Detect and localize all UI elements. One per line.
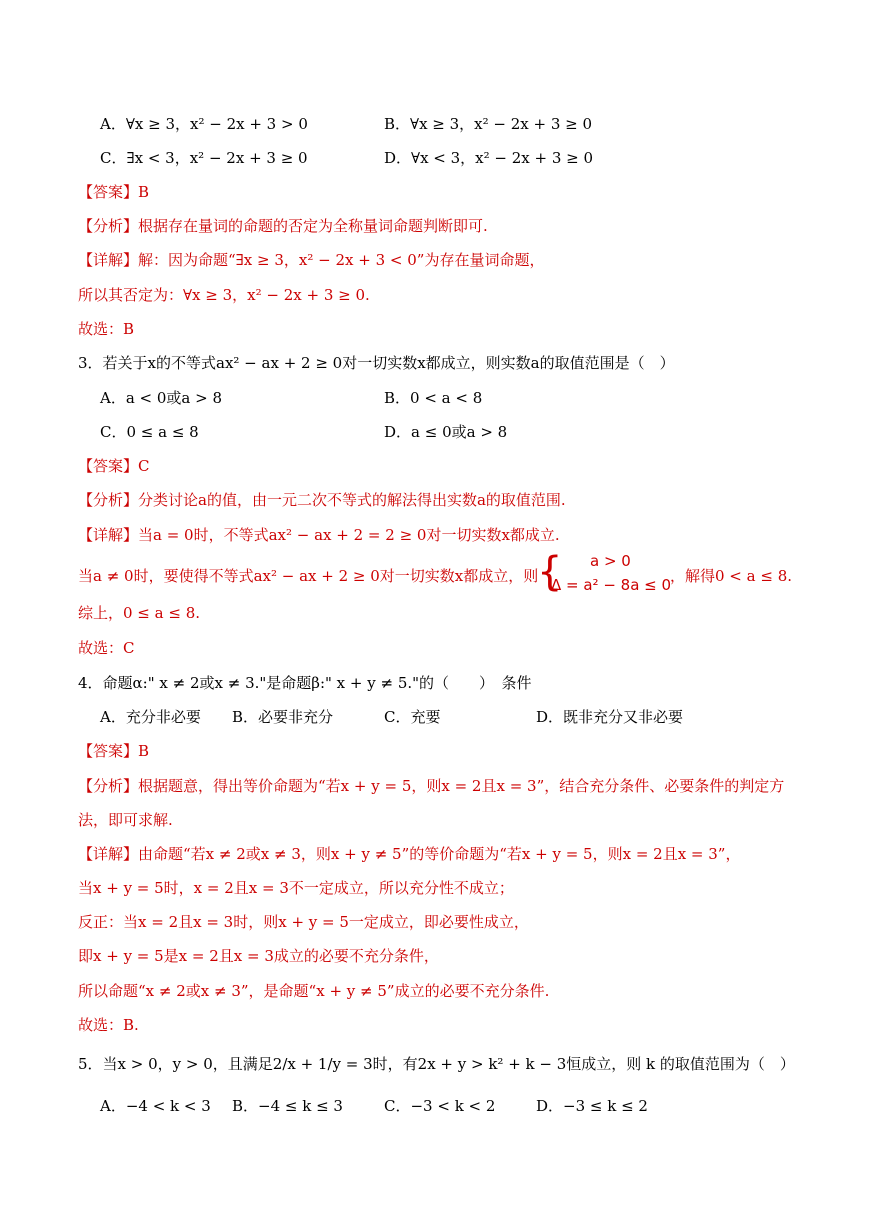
q2-option-a: A．∀x ≥ 3，x² − 2x + 3 > 0 [100,115,308,133]
q2-choose: 故选：B [78,320,135,338]
q3-option-d: D．a ≤ 0或a > 8 [384,423,508,441]
q2-option-c: C．∃x < 3，x² − 2x + 3 ≥ 0 [100,149,308,167]
q3-choose: 故选：C [78,639,135,657]
q4-option-c: C．充要 [384,708,441,726]
q4-choose: 故选：B. [78,1016,139,1034]
q4-option-a: A．充分非必要 [100,708,201,726]
q5-option-d: D．−3 ≤ k ≤ 2 [536,1097,648,1115]
q4-option-d: D．既非充分又非必要 [536,708,684,726]
q3-detail-line-2-result: ，解得0 < a ≤ 8. [670,567,793,585]
system-brace: { [537,549,563,595]
q2-option-b: B．∀x ≥ 3，x² − 2x + 3 ≥ 0 [384,115,593,133]
q2-answer: 【答案】B [78,183,150,201]
q3-option-a: A．a < 0或a > 8 [100,389,223,407]
q5-option-c: C．−3 < k < 2 [384,1097,496,1115]
q4-answer: 【答案】B [78,742,150,760]
q3-detail-line-2: 当a ≠ 0时，要使得不等式ax² − ax + 2 ≥ 0对一切实数x都成立，则 [78,567,539,585]
q4-detail-line-5: 所以命题“x ≠ 2或x ≠ 3”，是命题“x + y ≠ 5”成立的必要不充分条件. [78,982,550,1000]
q3-stem: 3．若关于x的不等式ax² − ax + 2 ≥ 0对一切实数x都成立，则实数a的取值范围是（ ） [78,354,675,372]
q3-system-line-1: a > 0 [590,552,631,570]
q2-analysis: 【分析】根据存在量词的命题的否定为全称量词命题判断即可. [78,217,488,235]
q2-option-d: D．∀x < 3，x² − 2x + 3 ≥ 0 [384,149,594,167]
q2-detail-line-1: 【详解】解：因为命题“∃x ≥ 3，x² − 2x + 3 < 0”为存在量词命题， [78,251,545,269]
q4-stem: 4．命题α:" x ≠ 2或x ≠ 3."是命题β:" x + y ≠ 5."的（ ） 条件 [78,674,532,692]
q3-detail-line-1: 【详解】当a = 0时，不等式ax² − ax + 2 = 2 ≥ 0对一切实数x都成立. [78,526,560,544]
q2-detail-line-2: 所以其否定为：∀x ≥ 3，x² − 2x + 3 ≥ 0. [78,286,370,304]
q3-summary: 综上，0 ≤ a ≤ 8. [78,604,201,622]
q5-stem: 5．当x > 0，y > 0，且满足2/x + 1/y = 3时，有2x + y > k² + k − 3恒成立，则 k 的取值范围为（ ） [78,1055,795,1073]
q3-option-b: B．0 < a < 8 [384,389,483,407]
q4-detail-line-3: 反正：当x = 2且x = 3时，则x + y = 5一定成立，即必要性成立， [78,913,529,931]
q4-detail-line-1: 【详解】由命题“若x ≠ 2或x ≠ 3，则x + y ≠ 5”的等价命题为“若x + y = 5，则x = 2且x = 3”， [78,845,741,863]
q4-detail-line-2: 当x + y = 5时，x = 2且x = 3不一定成立，所以充分性不成立； [78,879,514,897]
q3-option-c: C．0 ≤ a ≤ 8 [100,423,199,441]
q4-analysis-line-2: 法，即可求解. [78,811,173,829]
q5-option-a: A．−4 < k < 3 [100,1097,211,1115]
q3-analysis: 【分析】分类讨论a的值，由一元二次不等式的解法得出实数a的取值范围. [78,491,566,509]
q5-option-b: B．−4 ≤ k ≤ 3 [232,1097,343,1115]
q4-detail-line-4: 即x + y = 5是x = 2且x = 3成立的必要不充分条件， [78,947,439,965]
q4-option-b: B．必要非充分 [232,708,334,726]
q3-system-line-2: Δ = a² − 8a ≤ 0 [551,576,672,594]
q4-analysis-line-1: 【分析】根据题意，得出等价命题为“若x + y = 5，则x = 2且x = 3”，结合充分条件、必要条件的判定方 [78,777,785,795]
q3-answer: 【答案】C [78,457,150,475]
